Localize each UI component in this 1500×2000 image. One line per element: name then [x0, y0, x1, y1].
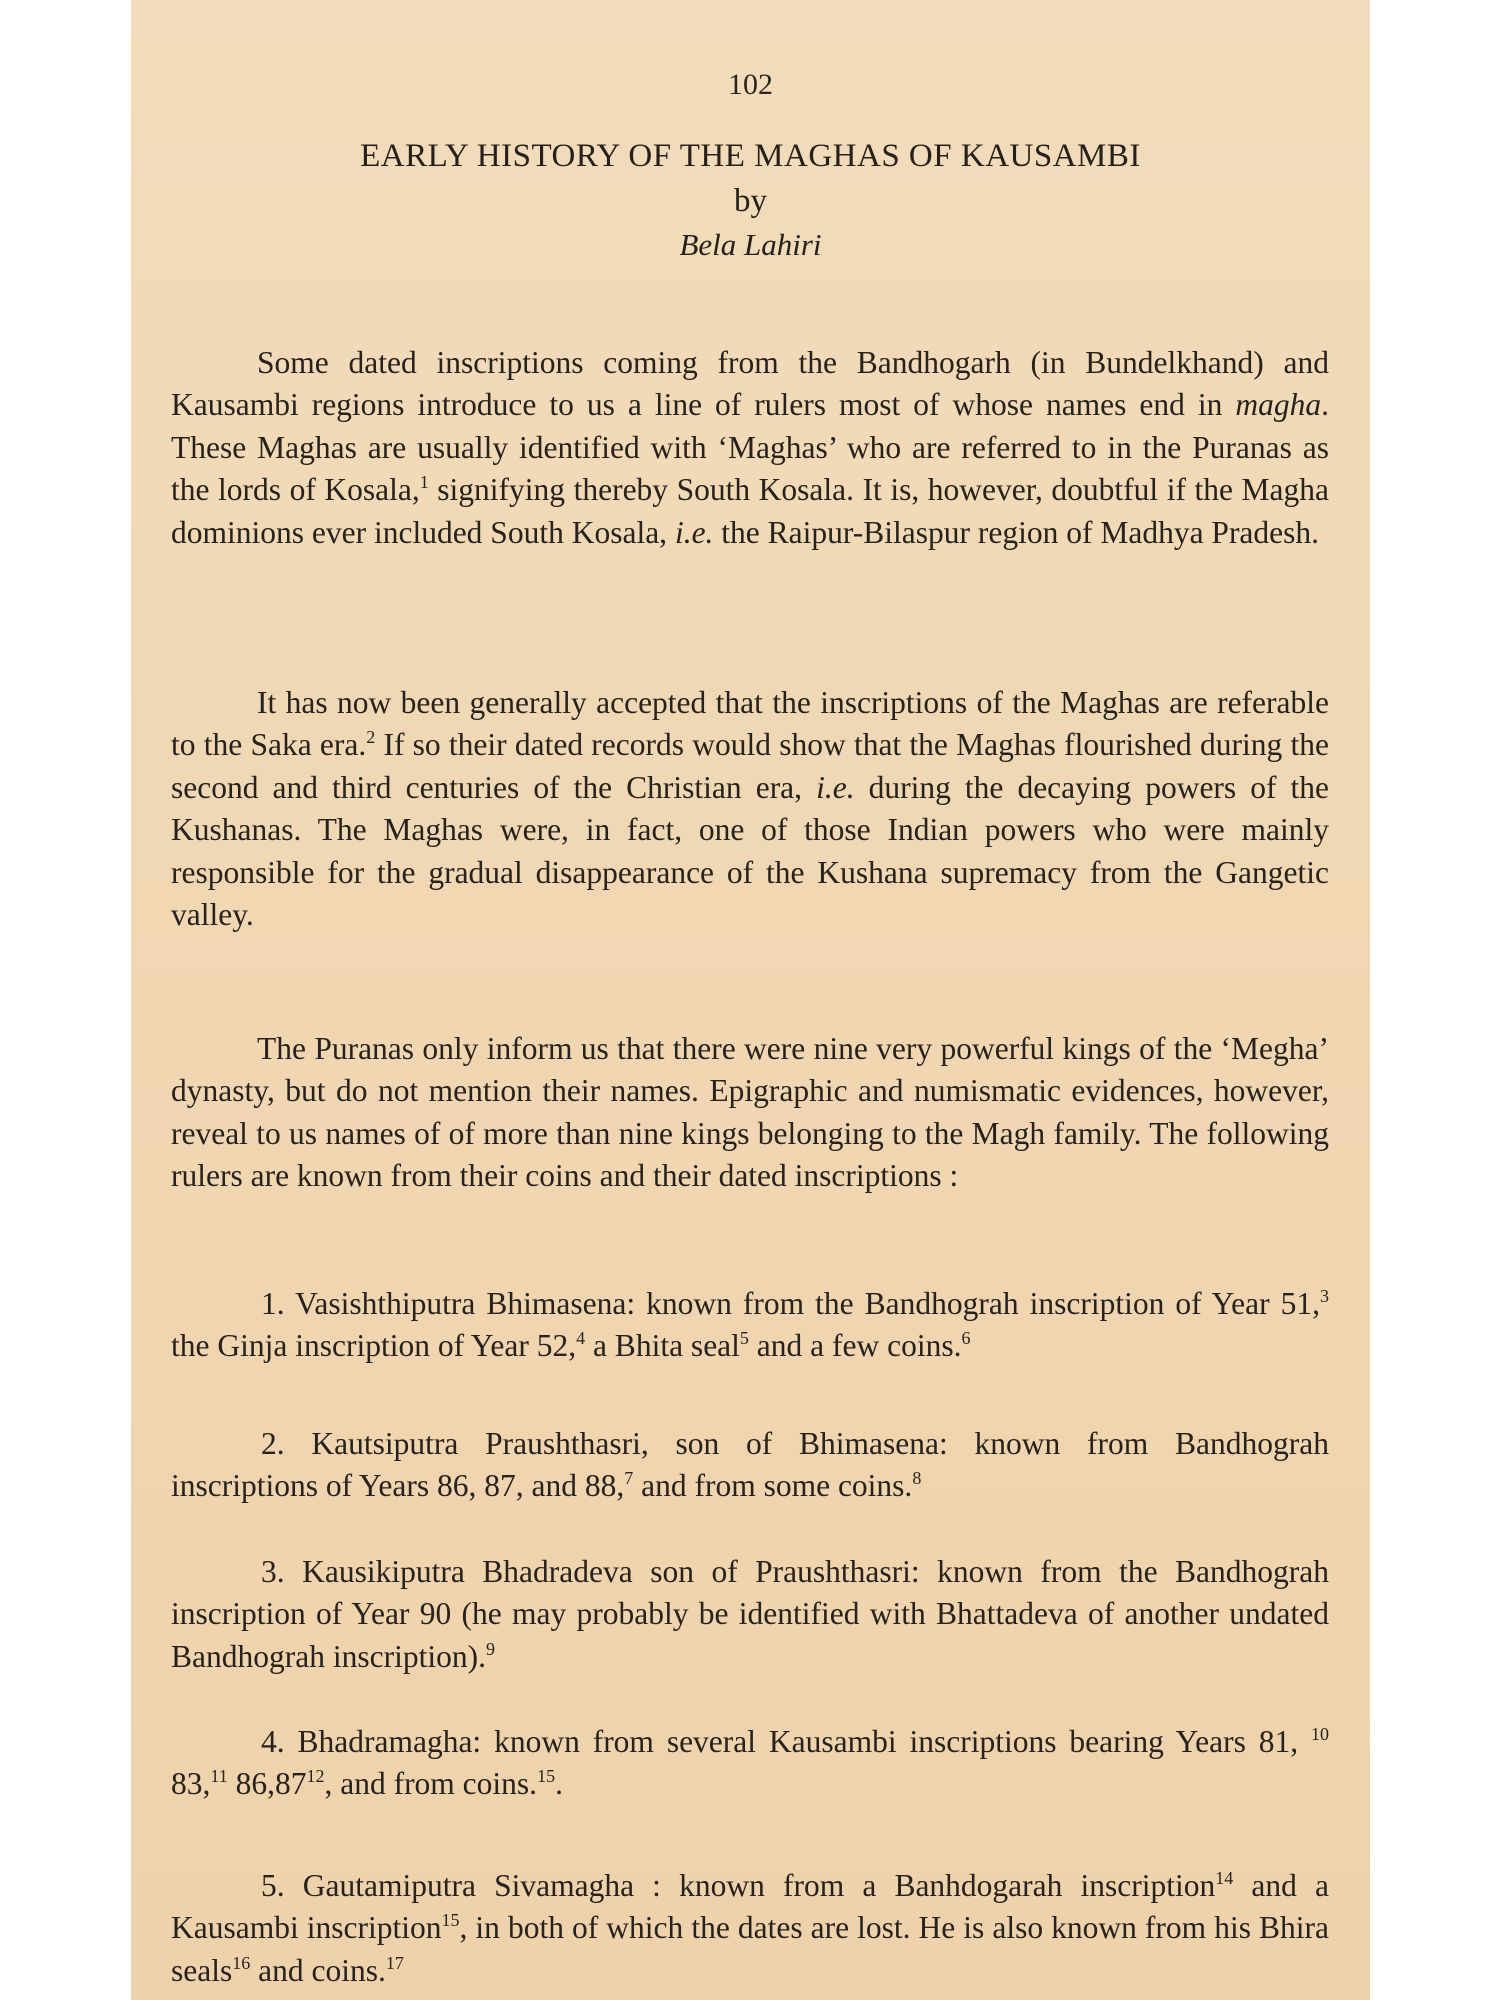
footnote-ref: 4 — [576, 1328, 586, 1348]
list-item-3 — [171, 1551, 1329, 1679]
text-run: Some dated inscriptions coming from the Bandhogarh (in Bundelkhand) and Kausambi regions introduce to us a line of rulers most of whose names end in — [171, 344, 1329, 422]
text-run: 2. Kautsiputra Praushthasri, son of Bhimasena: known from Bandhograh inscriptions of Years 86, 87, and 88, — [171, 1425, 1329, 1503]
text-run: . — [555, 1766, 563, 1801]
footnote-ref: 12 — [306, 1766, 325, 1786]
footnote-ref: 15 — [537, 1766, 556, 1786]
footnote-ref: 3 — [1320, 1285, 1329, 1306]
text-run: 4. Bhadramagha: known from several Kausambi inscriptions bearing Years 81, — [261, 1723, 1311, 1759]
italic-term: i.e. — [674, 514, 714, 550]
text-run: a Bhita seal — [585, 1328, 740, 1363]
text-run: the Raipur-Bilaspur region of Madhya Pradesh. — [713, 514, 1320, 550]
footnote-ref: 10 — [1311, 1723, 1329, 1744]
text-run: and a few coins. — [748, 1328, 962, 1363]
list-item-1 — [171, 1283, 1329, 1368]
footnote-ref: 2 — [366, 727, 376, 747]
footnote-ref: 11 — [210, 1766, 228, 1786]
author-name: Bela Lahiri — [679, 227, 822, 262]
footnote-ref: 17 — [385, 1952, 404, 1973]
text-run: and coins. — [250, 1952, 386, 1988]
list-item-4 — [171, 1721, 1329, 1806]
footnote-ref: 8 — [912, 1468, 922, 1488]
text-run: , and from coins. — [324, 1766, 538, 1801]
italic-term: magha — [1235, 387, 1322, 422]
text-run: 3. Kausikiputra Bhadradeva son of Praushthasri: known from the Bandhograh inscription of Year 90 (he may probably be identified with Bhattadeva of another undated Bandhograh inscription). — [171, 1553, 1329, 1674]
footnote-ref: 9 — [485, 1638, 495, 1659]
text-run: and a Kausambi inscription — [171, 1867, 1329, 1945]
list-item-5 — [171, 1865, 1329, 1993]
paragraph-1 — [171, 342, 1329, 555]
text-run: 5. Gautamiputra Sivamagha : known from a Banhdogarah inscription — [261, 1867, 1216, 1903]
text-run: during the decaying powers of the Kushanas. The Maghas were, in fact, one of those Indian powers who were mainly responsible for the gradual disappearance of the Kushana supremacy from the Gangetic valley. — [171, 769, 1329, 932]
footnote-ref: 16 — [232, 1952, 251, 1973]
footnote-ref: 5 — [739, 1328, 749, 1348]
article-title: EARLY HISTORY OF THE MAGHAS OF KAUSAMBI — [360, 138, 1141, 174]
text-run: It has now been generally accepted that the inscriptions of the Maghas are referable to the Saka era. — [171, 684, 1329, 762]
text-run: 86,87 — [227, 1766, 307, 1801]
footnote-ref: 15 — [441, 1910, 460, 1930]
text-run: . These Maghas are usually identified with ‘Maghas’ who are referred to in the Puranas as the lords of Kosala, — [171, 387, 1329, 507]
footnote-ref: 1 — [419, 472, 429, 492]
text-run: the Ginja inscription of Year 52, — [171, 1328, 577, 1363]
page-number: 102 — [728, 68, 773, 101]
text-run: and from some coins. — [633, 1468, 913, 1503]
byline: by — [734, 183, 767, 219]
paragraph-2 — [171, 682, 1329, 937]
footnote-ref: 7 — [624, 1468, 634, 1488]
text-run: If so their dated records would show that the Maghas flourished during the second and third centuries of the Christian era, — [171, 727, 1329, 805]
text-run: signifying thereby South Kosala. It is, however, doubtful if the Magha dominions ever included South Kosala, — [171, 472, 1330, 550]
text-run: 1. Vasishthiputra Bhimasena: known from the Bandhograh inscription of Year 51, — [261, 1285, 1320, 1321]
text-run: The Puranas only inform us that there were nine very powerful kings of the ‘Megha’ dynasty, but do not mention their names. Epigraphic and numismatic evidences, however, reveal to us names of of more than nine kings belonging to the Magh family. The following rulers are known from their coins and their dated inscriptions : — [171, 1030, 1329, 1193]
text-run: , in both of which the dates are lost. He is also known from his Bhira seals — [171, 1910, 1329, 1988]
list-item-2 — [171, 1423, 1329, 1508]
footnote-ref: 6 — [961, 1328, 971, 1348]
paragraph-3 — [171, 1028, 1329, 1198]
text-run: 83, — [171, 1766, 211, 1801]
italic-term: i.e. — [816, 769, 855, 805]
book-page — [131, 0, 1370, 2000]
footnote-ref: 14 — [1215, 1867, 1234, 1888]
